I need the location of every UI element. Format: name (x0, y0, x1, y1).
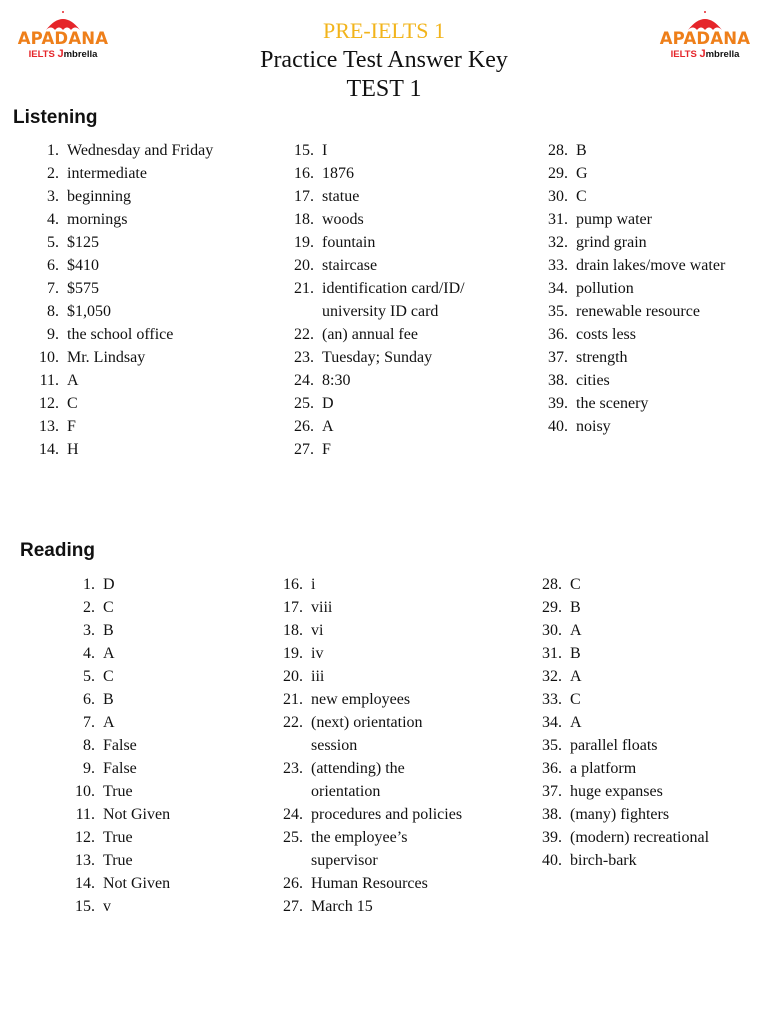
answer-number: 13. (75, 852, 95, 869)
test-title: TEST 1 (346, 76, 422, 102)
document-title: Practice Test Answer Key (260, 47, 508, 73)
answer-number: 26. (283, 875, 303, 892)
answer-text: Wednesday and Friday (67, 142, 214, 159)
answer-number: 26. (294, 418, 314, 435)
answer-number: 7. (47, 280, 59, 297)
answer-text: False (103, 737, 137, 754)
answer-number: 10. (75, 783, 95, 800)
answer-text: identification card/ID/ (322, 280, 465, 297)
answer-text: C (576, 188, 587, 205)
answer-number: 36. (548, 326, 568, 343)
answer-text: intermediate (67, 165, 147, 182)
answer-number: 15. (294, 142, 314, 159)
answer-text: H (67, 441, 79, 458)
answer-number: 12. (75, 829, 95, 846)
answer-number: 11. (39, 372, 59, 389)
brand-name: APADANA (659, 29, 751, 48)
answer-text: renewable resource (576, 303, 700, 320)
answer-number: 17. (294, 188, 314, 205)
answer-number: 15. (75, 898, 95, 915)
answer-text: C (67, 395, 78, 412)
answer-text: noisy (576, 418, 611, 435)
answer-text: True (103, 852, 133, 869)
answer-text: vi (311, 622, 324, 639)
answer-text: F (67, 418, 76, 435)
answer-text: Not Given (103, 875, 171, 892)
answer-number: 5. (47, 234, 59, 251)
answer-number: 25. (294, 395, 314, 412)
answer-text: (many) fighters (570, 806, 670, 823)
listening-heading: Listening (13, 107, 98, 128)
answer-number: 30. (548, 188, 568, 205)
answer-number: 10. (39, 349, 59, 366)
answer-text: orientation (311, 783, 381, 800)
answer-number: 12. (39, 395, 59, 412)
answer-number: 14. (39, 441, 59, 458)
answer-text: the school office (67, 326, 174, 343)
answer-number: 22. (294, 326, 314, 343)
answer-number: 18. (283, 622, 303, 639)
answer-number: 24. (294, 372, 314, 389)
answer-text: B (103, 691, 114, 708)
answer-text: A (570, 668, 582, 685)
answer-text: parallel floats (570, 737, 658, 754)
answer-number: 4. (47, 211, 59, 228)
answer-number: 2. (83, 599, 95, 616)
answer-text: 1876 (322, 165, 354, 182)
answer-text: (attending) the (311, 760, 405, 777)
answer-number: 32. (542, 668, 562, 685)
answer-number: 9. (83, 760, 95, 777)
answer-text: fountain (322, 234, 376, 251)
answer-number: 11. (75, 806, 95, 823)
answer-number: 31. (548, 211, 568, 228)
answer-number: 29. (542, 599, 562, 616)
answer-number: 3. (83, 622, 95, 639)
answer-number: 22. (283, 714, 303, 731)
answer-number: 20. (294, 257, 314, 274)
answer-number: 36. (542, 760, 562, 777)
reading-heading: Reading (20, 540, 95, 561)
answer-text: session (311, 737, 358, 754)
answer-text: A (570, 622, 582, 639)
answer-number: 1. (47, 142, 59, 159)
answer-number: 33. (548, 257, 568, 274)
answer-text: Tuesday; Sunday (322, 349, 433, 366)
answer-number: 2. (47, 165, 59, 182)
answer-text: A (322, 418, 334, 435)
answer-text: A (103, 714, 115, 731)
answer-number: 3. (47, 188, 59, 205)
answer-text: (an) annual fee (322, 326, 418, 343)
answer-text: supervisor (311, 852, 378, 869)
answer-text: D (322, 395, 334, 412)
answer-number: 7. (83, 714, 95, 731)
answer-text: $1,050 (67, 303, 111, 320)
brand-subtitle: IELTS Jmbrella (28, 48, 98, 60)
answer-text: G (576, 165, 588, 182)
answer-number: 34. (548, 280, 568, 297)
answer-number: 32. (548, 234, 568, 251)
answer-text: pump water (576, 211, 652, 228)
answer-number: 14. (75, 875, 95, 892)
answer-text: C (570, 576, 581, 593)
answer-number: 16. (283, 576, 303, 593)
answer-text: A (103, 645, 115, 662)
answer-number: 17. (283, 599, 303, 616)
answer-number: 28. (548, 142, 568, 159)
answer-number: 21. (283, 691, 303, 708)
answer-number: 40. (548, 418, 568, 435)
answer-text: beginning (67, 188, 131, 205)
answer-text: A (67, 372, 79, 389)
answer-text: C (570, 691, 581, 708)
answer-text: viii (311, 599, 333, 616)
answer-number: 6. (83, 691, 95, 708)
answer-number: 19. (294, 234, 314, 251)
answer-text: staircase (322, 257, 378, 274)
answer-text: Human Resources (311, 875, 428, 892)
answer-number: 16. (294, 165, 314, 182)
answer-text: drain lakes/move water (576, 257, 726, 274)
answer-number: 27. (294, 441, 314, 458)
answer-text: True (103, 783, 133, 800)
answer-text: procedures and policies (311, 806, 463, 823)
answer-number: 40. (542, 852, 562, 869)
answer-number: 31. (542, 645, 562, 662)
answer-text: A (570, 714, 582, 731)
answer-number: 1. (83, 576, 95, 593)
answer-text: $125 (67, 234, 99, 251)
answer-text: the scenery (576, 395, 649, 412)
answer-text: False (103, 760, 137, 777)
answer-text: i (311, 576, 316, 593)
answer-number: 23. (283, 760, 303, 777)
answer-text: C (103, 668, 114, 685)
answer-number: 34. (542, 714, 562, 731)
answer-text: woods (322, 211, 364, 228)
answer-text: birch-bark (570, 852, 637, 869)
answer-number: 4. (83, 645, 95, 662)
answer-number: 8. (47, 303, 59, 320)
answer-number: 19. (283, 645, 303, 662)
answer-number: 13. (39, 418, 59, 435)
answer-text: iii (311, 668, 325, 685)
answer-number: 23. (294, 349, 314, 366)
answer-text: huge expanses (570, 783, 663, 800)
brand-name: APADANA (17, 29, 109, 48)
answer-text: Not Given (103, 806, 171, 823)
answer-number: 39. (548, 395, 568, 412)
answer-number: 38. (542, 806, 562, 823)
answer-number: 18. (294, 211, 314, 228)
answer-text: F (322, 441, 331, 458)
answer-number: 37. (542, 783, 562, 800)
answer-number: 8. (83, 737, 95, 754)
answer-number: 38. (548, 372, 568, 389)
answer-number: 27. (283, 898, 303, 915)
answer-text: I (322, 142, 328, 159)
answer-text: mornings (67, 211, 128, 228)
answer-number: 30. (542, 622, 562, 639)
answer-text: B (103, 622, 114, 639)
answer-text: Mr. Lindsay (67, 349, 146, 366)
answer-number: 6. (47, 257, 59, 274)
answer-text: D (103, 576, 115, 593)
answer-number: 25. (283, 829, 303, 846)
answer-text: pollution (576, 280, 634, 297)
answer-text: university ID card (322, 303, 439, 320)
answer-text: v (103, 898, 111, 915)
answer-text: new employees (311, 691, 411, 708)
answer-number: 37. (548, 349, 568, 366)
answer-text: True (103, 829, 133, 846)
answer-text: statue (322, 188, 360, 205)
answer-text: $410 (67, 257, 99, 274)
answer-text: costs less (576, 326, 636, 343)
answer-number: 39. (542, 829, 562, 846)
answer-text: iv (311, 645, 324, 662)
level-title: PRE-IELTS 1 (322, 18, 446, 43)
answer-text: grind grain (576, 234, 647, 251)
answer-text: cities (576, 372, 610, 389)
answer-text: B (570, 645, 581, 662)
answer-number: 21. (294, 280, 314, 297)
answer-number: 28. (542, 576, 562, 593)
answer-text: March 15 (311, 898, 373, 915)
answer-text: B (570, 599, 581, 616)
answer-text: $575 (67, 280, 99, 297)
answer-number: 35. (548, 303, 568, 320)
answer-number: 35. (542, 737, 562, 754)
answer-text: (modern) recreational (570, 829, 710, 846)
answer-number: 29. (548, 165, 568, 182)
answer-text: the employee’s (311, 829, 408, 846)
answer-text: a platform (570, 760, 637, 777)
answer-text: B (576, 142, 587, 159)
answer-number: 20. (283, 668, 303, 685)
answer-text: strength (576, 349, 628, 366)
answer-number: 24. (283, 806, 303, 823)
brand-subtitle: IELTS Jmbrella (670, 48, 740, 60)
answer-text: (next) orientation (311, 714, 423, 731)
answer-text: C (103, 599, 114, 616)
answer-number: 5. (83, 668, 95, 685)
answer-text: 8:30 (322, 372, 351, 389)
answer-number: 9. (47, 326, 59, 343)
answer-number: 33. (542, 691, 562, 708)
